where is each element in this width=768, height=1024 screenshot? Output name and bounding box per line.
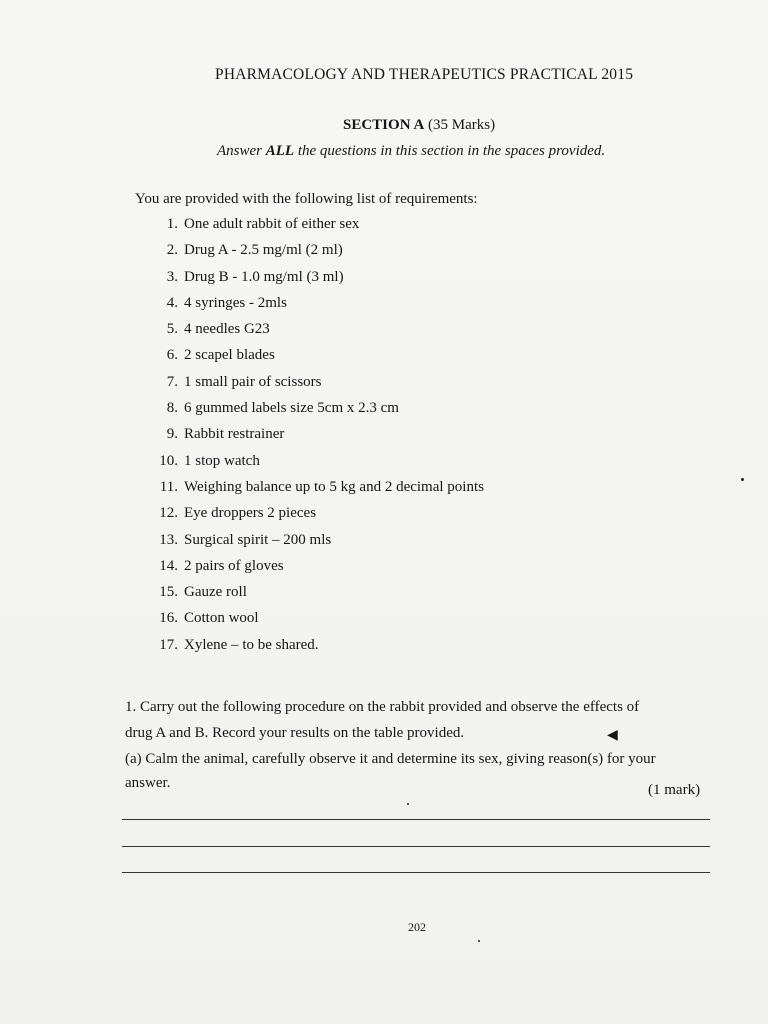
instruction-post: the questions in this section in the spaces provided. (294, 143, 606, 159)
arrow-mark-icon: ◀ (607, 728, 618, 743)
speck-mark (478, 940, 480, 942)
requirement-text: Rabbit restrainer (184, 426, 285, 443)
requirements-list (150, 216, 484, 663)
requirement-text: Cotton wool (184, 610, 259, 627)
question-1a-line-2: answer. (125, 775, 171, 791)
requirement-item (150, 295, 484, 321)
requirement-text: One adult rabbit of either sex (184, 216, 360, 232)
requirement-item (150, 558, 484, 584)
requirement-text: Gauze roll (184, 584, 247, 601)
requirement-item (150, 242, 484, 268)
section-marks: (35 Marks) (428, 117, 496, 133)
section-name: SECTION A (343, 117, 425, 133)
requirement-number: 3. (166, 268, 178, 285)
section-heading (343, 117, 495, 134)
requirement-item (150, 400, 484, 426)
requirement-text: Drug A - 2.5 mg/ml (2 ml) (184, 242, 343, 259)
requirement-item (150, 426, 484, 452)
answer-line[interactable] (122, 846, 710, 847)
requirement-item (150, 532, 484, 558)
requirement-number: 9. (166, 426, 178, 443)
document-title: PHARMACOLOGY AND THERAPEUTICS PRACTICAL 2015 (215, 66, 634, 83)
requirement-item (150, 347, 484, 373)
requirement-text: 2 pairs of gloves (184, 557, 284, 574)
requirement-text: 1 stop watch (184, 452, 260, 469)
requirement-text: Surgical spirit – 200 mls (184, 531, 332, 548)
speck-mark (407, 803, 409, 805)
requirement-number: 13. (159, 531, 178, 548)
instruction-emphasis: ALL (265, 143, 295, 159)
requirement-number: 8. (166, 400, 178, 417)
requirement-number: 11. (159, 478, 178, 495)
requirement-number: 17. (159, 636, 178, 653)
requirement-number: 6. (166, 347, 178, 364)
requirements-intro: You are provided with the following list of requirements: (135, 191, 478, 207)
question-1-line-1: 1. Carry out the following procedure on the rabbit provided and observe the effects of (125, 699, 640, 715)
requirement-text: 4 syringes - 2mls (184, 294, 287, 311)
requirement-item (150, 216, 484, 242)
requirement-item (150, 374, 484, 400)
requirement-text: 1 small pair of scissors (184, 373, 322, 390)
requirement-text: Eye droppers 2 pieces (184, 505, 317, 522)
requirement-text: Weighing balance up to 5 kg and 2 decimal points (184, 478, 484, 495)
requirement-text: 2 scapel blades (184, 347, 275, 364)
requirement-item (150, 479, 484, 505)
requirement-item (150, 637, 484, 663)
requirement-number: 12. (159, 505, 178, 522)
requirement-number: 7. (166, 373, 178, 390)
requirement-text: Drug B - 1.0 mg/ml (3 ml) (184, 268, 344, 285)
requirement-item (150, 321, 484, 347)
question-1a-line-1: (a) Calm the animal, carefully observe it and determine its sex, giving reason(s) for your (125, 751, 656, 767)
requirement-number: 10. (159, 452, 178, 469)
requirement-item (150, 269, 484, 295)
requirement-text: 4 needles G23 (184, 321, 270, 338)
requirement-number: 2. (166, 242, 178, 259)
answer-line[interactable] (122, 819, 710, 820)
question-marks: (1 mark) (648, 782, 701, 798)
requirement-item (150, 505, 484, 531)
requirement-number: 16. (159, 610, 178, 627)
requirement-text: 6 gummed labels size 5cm x 2.3 cm (184, 400, 399, 417)
answer-line[interactable] (122, 872, 710, 873)
requirement-number: 15. (159, 584, 178, 601)
requirement-number: 1. (166, 216, 178, 232)
requirement-item (150, 453, 484, 479)
page-number: 202 (408, 920, 426, 934)
requirement-item (150, 610, 484, 636)
requirement-number: 5. (166, 321, 178, 338)
requirement-item (150, 584, 484, 610)
instruction-pre: Answer (217, 143, 266, 159)
requirement-number: 4. (166, 294, 178, 311)
requirement-text: Xylene – to be shared. (184, 636, 319, 653)
requirement-number: 14. (159, 557, 178, 574)
question-1-line-2: drug A and B. Record your results on the table provided. (125, 725, 465, 741)
speck-mark (741, 478, 744, 481)
section-instruction (217, 143, 605, 160)
